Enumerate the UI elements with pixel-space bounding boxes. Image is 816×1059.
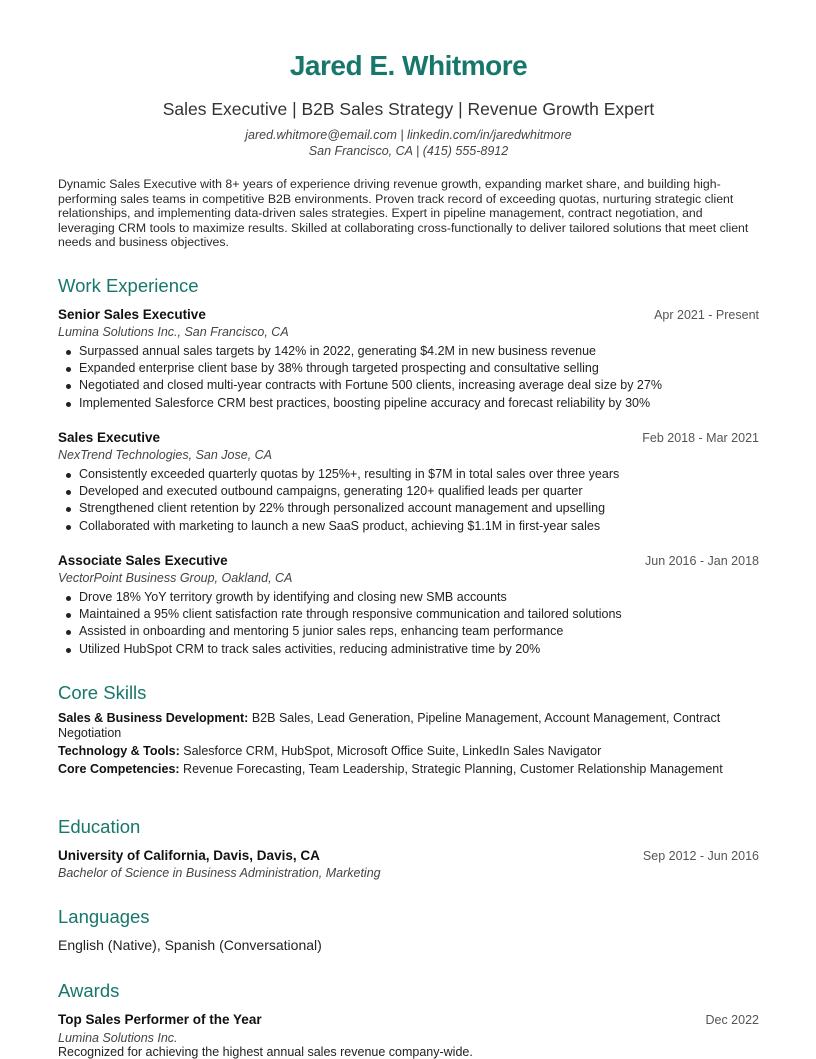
job-title: Sales Executive	[58, 430, 161, 445]
job-dates: Feb 2018 - Mar 2021	[642, 431, 759, 445]
education-dates: Sep 2012 - Jun 2016	[642, 849, 759, 863]
contact-email-linkedin[interactable]: jared.whitmore@email.com | linkedin.com/in/jaredwhitmore	[245, 128, 572, 142]
section-title-awards: Awards	[58, 980, 120, 1001]
languages-list: English (Native), Spanish (Conversational)	[58, 937, 322, 953]
education-header	[58, 848, 759, 866]
job-dates: Jun 2016 - Jan 2018	[645, 554, 759, 568]
skill-row	[58, 762, 759, 777]
job-header	[58, 307, 759, 325]
list-item: Expanded enterprise client base by 38% through targeted prospecting and consultative selling	[79, 360, 759, 377]
job-bullets	[58, 343, 759, 412]
list-item: Strengthened client retention by 22% through personalized account management and upselling	[79, 500, 759, 517]
list-item: Negotiated and closed multi-year contracts with Fortune 500 clients, increasing average deal size by 27%	[79, 377, 759, 394]
list-item: Implemented Salesforce CRM best practices, boosting pipeline accuracy and forecast reliability by 30%	[79, 395, 759, 412]
list-item: Surpassed annual sales targets by 142% in 2022, generating $4.2M in new business revenue	[79, 343, 759, 360]
job-title: Senior Sales Executive	[58, 307, 206, 322]
professional-headline: Sales Executive | B2B Sales Strategy | Revenue Growth Expert	[162, 99, 655, 119]
section-title-education: Education	[58, 816, 141, 837]
list-item: Maintained a 95% client satisfaction rate through responsive communication and tailored solutions	[79, 606, 759, 623]
contact-location-phone: San Francisco, CA | (415) 555-8912	[308, 144, 509, 158]
list-item: Utilized HubSpot CRM to track sales activities, reducing administrative time by 20%	[79, 641, 759, 658]
list-item: Drove 18% YoY territory growth by identifying and closing new SMB accounts	[79, 589, 759, 606]
candidate-name: Jared E. Whitmore	[289, 50, 528, 81]
skill-row	[58, 744, 759, 759]
job-bullets	[58, 466, 759, 535]
section-title-work-experience: Work Experience	[58, 275, 199, 296]
skill-row	[58, 711, 759, 740]
job-header	[58, 430, 759, 448]
award-title: Top Sales Performer of the Year	[58, 1012, 262, 1027]
job-header	[58, 553, 759, 571]
list-item: Consistently exceeded quarterly quotas by 125%+, resulting in $7M in total sales over three years	[79, 466, 759, 483]
school-name: University of California, Davis, Davis, CA	[58, 848, 320, 863]
job-company: VectorPoint Business Group, Oakland, CA	[58, 571, 293, 585]
award-description: Recognized for achieving the highest annual sales revenue company-wide.	[58, 1045, 473, 1059]
skill-value: Salesforce CRM, HubSpot, Microsoft Office Suite, LinkedIn Sales Navigator	[183, 744, 602, 758]
skill-label: Sales & Business Development:	[58, 711, 249, 725]
job-bullets	[58, 589, 759, 658]
award-header	[58, 1012, 759, 1030]
section-title-core-skills: Core Skills	[58, 682, 147, 703]
job-title: Associate Sales Executive	[58, 553, 228, 568]
skill-label: Core Competencies:	[58, 762, 180, 776]
skill-value: Revenue Forecasting, Team Leadership, Strategic Planning, Customer Relationship Management	[183, 762, 723, 776]
award-issuer: Lumina Solutions Inc.	[58, 1031, 178, 1045]
professional-summary: Dynamic Sales Executive with 8+ years of experience driving revenue growth, expanding market share, and building high-performing sales teams in competitive B2B environments. Proven track record of exceeding quotas, nurturing strategic client relationships, and implementing data-driven sales strategies. Expert in pipeline management, contract negotiation, and leveraging CRM tools to maximize results. Skilled at collaborating cross-functionally to deliver tailored solutions that meet client needs and business objectives.	[58, 177, 749, 250]
list-item: Developed and executed outbound campaigns, generating 120+ qualified leads per quarter	[79, 483, 759, 500]
list-item: Assisted in onboarding and mentoring 5 junior sales reps, enhancing team performance	[79, 623, 759, 640]
degree: Bachelor of Science in Business Administration, Marketing	[58, 866, 381, 880]
skill-value: B2B Sales, Lead Generation, Pipeline Management, Account Management, Contract Negotiation	[58, 711, 721, 740]
job-company: NexTrend Technologies, San Jose, CA	[58, 448, 273, 462]
section-title-languages: Languages	[58, 906, 150, 927]
job-company: Lumina Solutions Inc., San Francisco, CA	[58, 325, 289, 339]
skill-label: Technology & Tools:	[58, 744, 180, 758]
list-item: Collaborated with marketing to launch a new SaaS product, achieving $1.1M in first-year sales	[79, 518, 759, 535]
award-date: Dec 2022	[705, 1013, 759, 1027]
job-dates: Apr 2021 - Present	[654, 308, 759, 322]
